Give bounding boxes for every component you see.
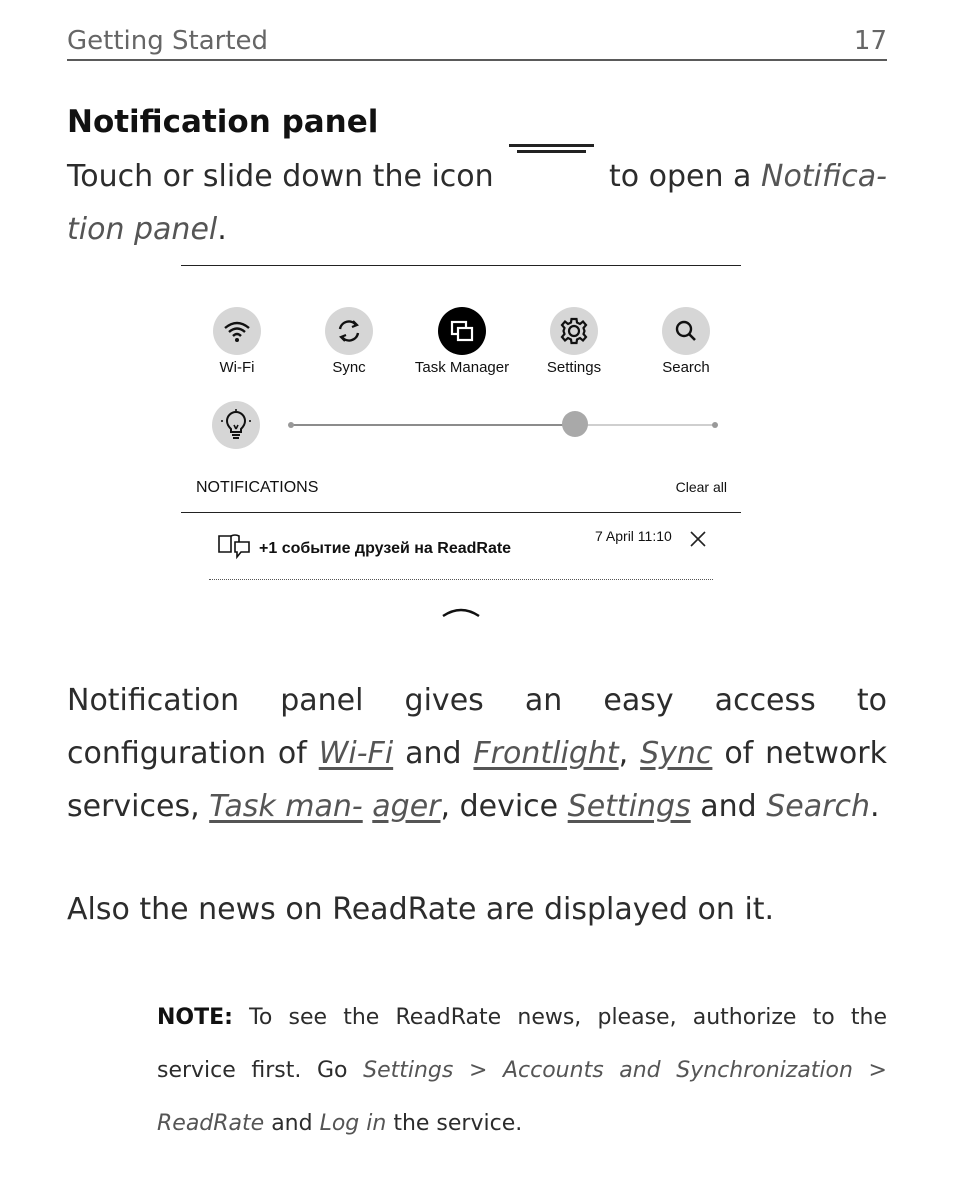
login-term: Log in bbox=[319, 1111, 387, 1136]
bulb-icon[interactable] bbox=[212, 401, 260, 449]
link-task-manager-cont[interactable]: ager bbox=[372, 789, 441, 824]
notification-panel-screenshot bbox=[181, 265, 741, 625]
notifications-divider bbox=[181, 512, 741, 513]
quick-action-wifi[interactable] bbox=[182, 307, 292, 376]
wifi-icon bbox=[213, 307, 261, 355]
frontlight-slider-knob[interactable] bbox=[562, 411, 588, 437]
page-header bbox=[67, 26, 887, 61]
intro-term-continued: tion panel bbox=[67, 212, 218, 247]
running-header-title: Getting Started bbox=[67, 26, 269, 56]
note-label: NOTE: bbox=[157, 1005, 233, 1030]
link-task-manager[interactable]: Task man- bbox=[209, 789, 363, 824]
slider-max-dot bbox=[712, 422, 718, 428]
notification-separator bbox=[209, 579, 713, 580]
sync-label: Sync bbox=[332, 359, 366, 376]
chevron-up-icon[interactable] bbox=[442, 603, 480, 622]
quick-action-settings[interactable] bbox=[519, 307, 629, 376]
description-paragraph: Notification panel gives an easy access to configuration of Wi-Fi and Frontlight, Sync of network services, Task man- ager, device Settings and Search. bbox=[67, 683, 887, 824]
task-manager-icon bbox=[438, 307, 486, 355]
search-label: Search bbox=[662, 359, 710, 376]
notification-text: +1 событие друзей на ReadRate bbox=[259, 540, 512, 557]
link-frontlight[interactable]: Frontlight bbox=[473, 736, 619, 771]
clear-all-button[interactable]: Clear all bbox=[675, 479, 727, 495]
settings-path: Settings > Accounts and Synchronization > ReadRate bbox=[157, 1058, 887, 1136]
quick-action-sync[interactable] bbox=[294, 307, 404, 376]
quick-action-search[interactable] bbox=[631, 307, 741, 376]
panel-top-border bbox=[181, 265, 741, 266]
book-chat-icon bbox=[217, 533, 251, 565]
notification-item[interactable] bbox=[217, 533, 511, 565]
gear-icon bbox=[550, 307, 598, 355]
panel-handle-icon bbox=[509, 144, 594, 156]
section-title: Notification panel bbox=[67, 104, 379, 140]
wifi-label: Wi-Fi bbox=[219, 359, 255, 376]
link-wifi[interactable]: Wi-Fi bbox=[318, 736, 394, 771]
search-term: Search bbox=[766, 789, 870, 824]
search-icon bbox=[662, 307, 710, 355]
page-number: 17 bbox=[853, 26, 887, 56]
settings-label: Settings bbox=[546, 359, 602, 376]
slider-min-dot bbox=[288, 422, 294, 428]
readrate-paragraph: Also the news on ReadRate are displayed on it. bbox=[67, 892, 775, 927]
task-manager-label: Task Manager bbox=[414, 359, 510, 376]
intro-text-before: Touch or slide down the icon bbox=[67, 159, 494, 194]
close-icon[interactable] bbox=[689, 530, 707, 552]
notifications-heading: NOTIFICATIONS bbox=[196, 479, 319, 496]
frontlight-slider-fill bbox=[291, 424, 575, 426]
notification-time: 7 April 11:10 bbox=[595, 528, 672, 544]
intro-paragraph: Touch or slide down the icon to open a Notifica- tion panel. bbox=[67, 150, 887, 256]
link-sync[interactable]: Sync bbox=[640, 736, 713, 771]
note-block: NOTE: To see the ReadRate news, please, authorize to the service first. Go Settings > Accounts and Synchronization > ReadRate and Log in the service. bbox=[157, 1005, 887, 1136]
quick-action-task-manager[interactable] bbox=[407, 307, 517, 376]
link-settings[interactable]: Settings bbox=[567, 789, 691, 824]
intro-text-after: to open a Notifica- bbox=[609, 159, 887, 194]
sync-icon bbox=[325, 307, 373, 355]
frontlight-slider[interactable] bbox=[291, 424, 715, 426]
